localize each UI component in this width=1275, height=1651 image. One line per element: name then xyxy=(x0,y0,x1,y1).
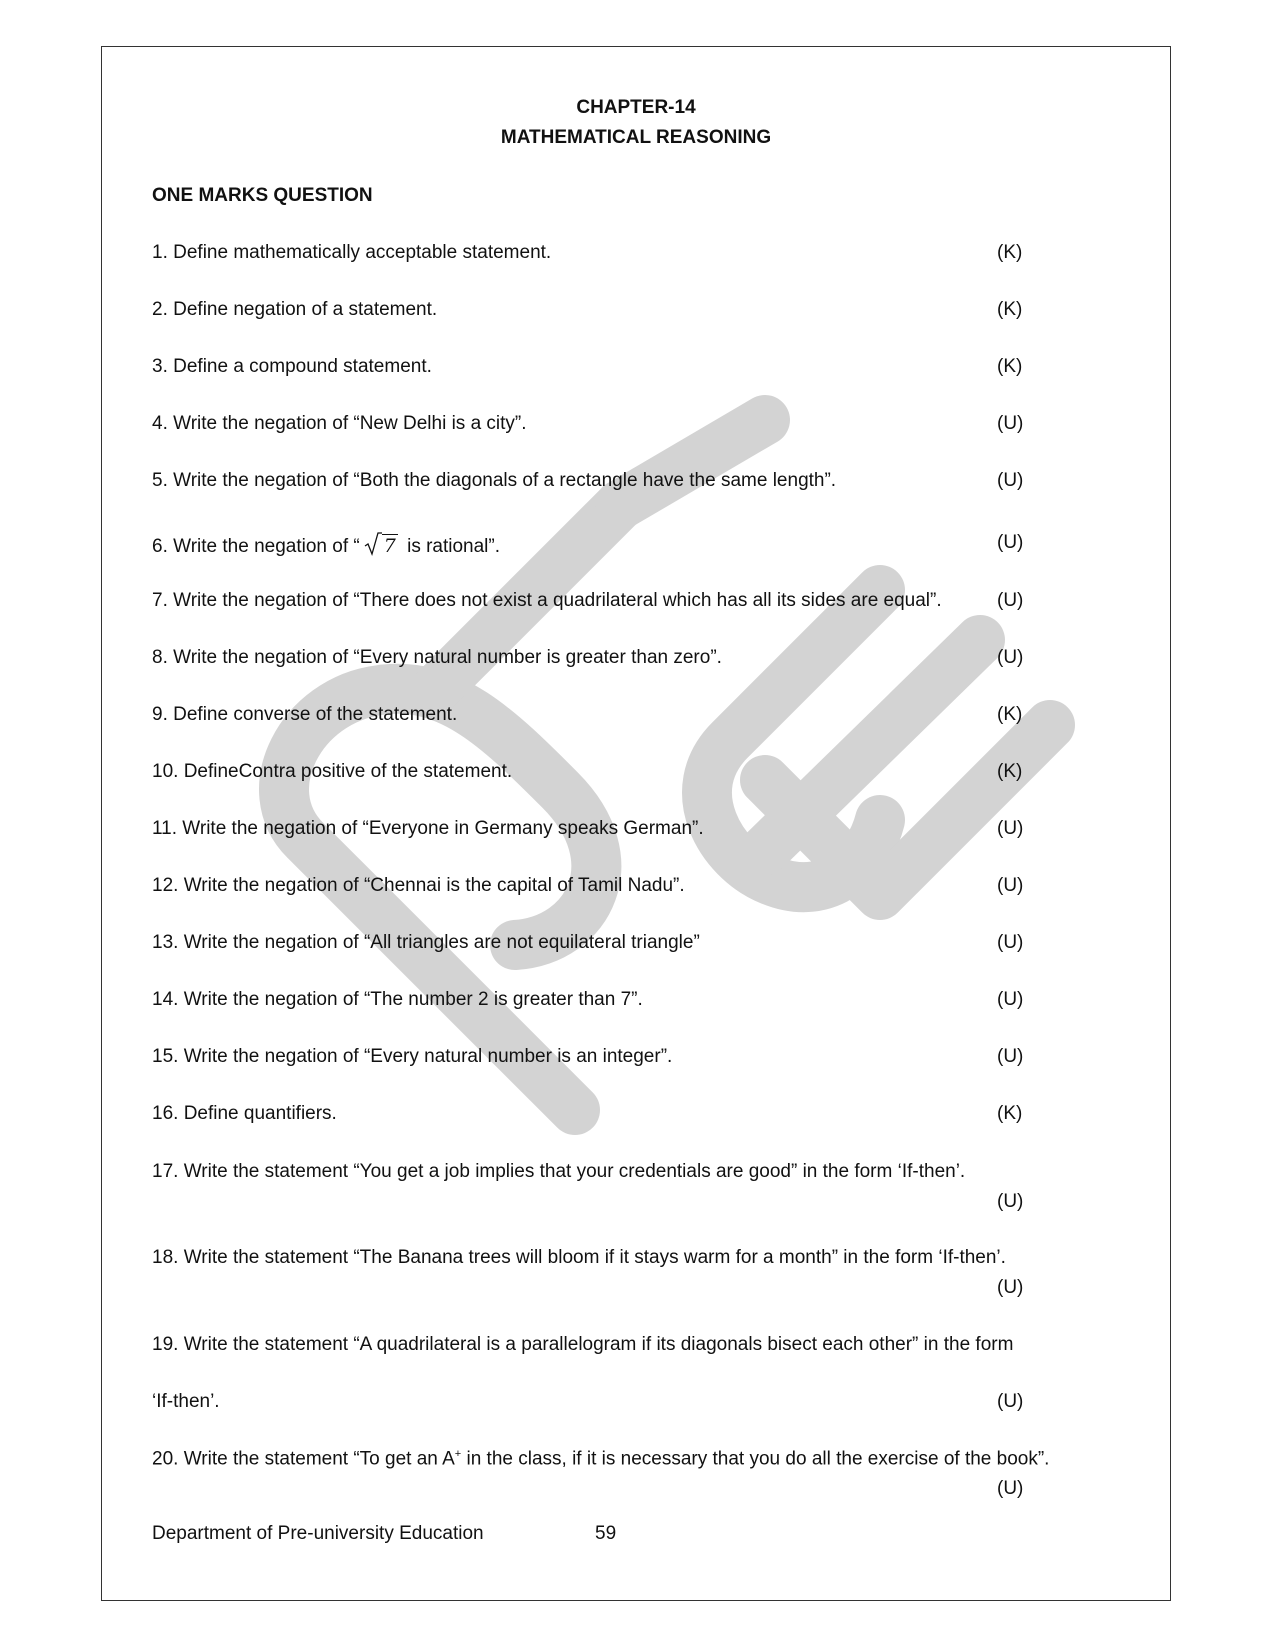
question-1: 1. Define mathematically acceptable statement. xyxy=(152,242,552,263)
question-16: 16. Define quantifiers. xyxy=(152,1103,337,1124)
question-2: 2. Define negation of a statement. xyxy=(152,299,438,320)
question-1-mark: (K) xyxy=(997,242,1023,263)
question-11: 11. Write the negation of “Everyone in Germany speaks German”. xyxy=(152,818,704,839)
question-20-mark: (U) xyxy=(997,1478,1024,1499)
question-9-mark: (K) xyxy=(997,704,1023,725)
question-3-mark: (K) xyxy=(997,356,1023,377)
question-20 xyxy=(152,1448,1049,1470)
question-15-mark: (U) xyxy=(997,1046,1024,1067)
question-20-text-before: 20. Write the statement “To get an A xyxy=(152,1448,455,1470)
question-14: 14. Write the negation of “The number 2 is greater than 7”. xyxy=(152,989,643,1010)
question-10: 10. DefineContra positive of the statement. xyxy=(152,761,513,782)
chapter-number: CHAPTER-14 xyxy=(576,97,696,118)
question-8-mark: (U) xyxy=(997,647,1024,668)
question-3: 3. Define a compound statement. xyxy=(152,356,432,377)
question-4: 4. Write the negation of “New Delhi is a city”. xyxy=(152,413,527,434)
question-12-mark: (U) xyxy=(997,875,1024,896)
question-20-text-after: in the class, if it is necessary that you do all the exercise of the book”. xyxy=(461,1448,1050,1470)
chapter-title: MATHEMATICAL REASONING xyxy=(500,127,772,148)
question-17-mark: (U) xyxy=(997,1191,1024,1212)
question-6 xyxy=(152,532,500,558)
question-5-mark: (U) xyxy=(997,470,1024,491)
question-19-continuation: ‘If-then’. xyxy=(152,1391,220,1412)
root-value: 7 xyxy=(383,535,396,557)
question-6-mark: (U) xyxy=(997,532,1024,553)
footer-department: Department of Pre-university Education xyxy=(152,1523,484,1544)
question-7: 7. Write the negation of “There does not exist a quadrilateral which has all its sides are equal”. xyxy=(152,590,942,611)
question-13-mark: (U) xyxy=(997,932,1024,953)
question-19: 19. Write the statement “A quadrilateral is a parallelogram if its diagonals bisect each other” in the form xyxy=(152,1334,1014,1355)
question-4-mark: (U) xyxy=(997,413,1024,434)
question-6-text-before: 6. Write the negation of “ xyxy=(152,536,360,557)
question-11-mark: (U) xyxy=(997,818,1024,839)
question-7-mark: (U) xyxy=(997,590,1024,611)
question-17: 17. Write the statement “You get a job implies that your credentials are good” in the form ‘If-then’. xyxy=(152,1161,966,1182)
question-9: 9. Define converse of the statement. xyxy=(152,704,458,725)
square-root-icon xyxy=(364,532,382,556)
question-15: 15. Write the negation of “Every natural number is an integer”. xyxy=(152,1046,673,1067)
question-19-mark: (U) xyxy=(997,1391,1024,1412)
question-2-mark: (K) xyxy=(997,299,1023,320)
question-14-mark: (U) xyxy=(997,989,1024,1010)
question-10-mark: (K) xyxy=(997,761,1023,782)
footer-page-number: 59 xyxy=(595,1523,617,1544)
square-root-expression xyxy=(364,532,398,557)
question-16-mark: (K) xyxy=(997,1103,1023,1124)
section-heading: ONE MARKS QUESTION xyxy=(152,185,373,206)
page-content xyxy=(152,0,1102,1651)
question-5: 5. Write the negation of “Both the diagonals of a rectangle have the same length”. xyxy=(152,470,837,491)
question-18: 18. Write the statement “The Banana trees will bloom if it stays warm for a month” in the form ‘If-then’. xyxy=(152,1247,1006,1268)
question-6-text-after: is rational”. xyxy=(401,536,501,557)
question-8: 8. Write the negation of “Every natural number is greater than zero”. xyxy=(152,647,722,668)
question-18-mark: (U) xyxy=(997,1277,1024,1298)
question-13: 13. Write the negation of “All triangles are not equilateral triangle” xyxy=(152,932,700,953)
question-20-superscript: + xyxy=(454,1448,462,1460)
question-12: 12. Write the negation of “Chennai is the capital of Tamil Nadu”. xyxy=(152,875,685,896)
